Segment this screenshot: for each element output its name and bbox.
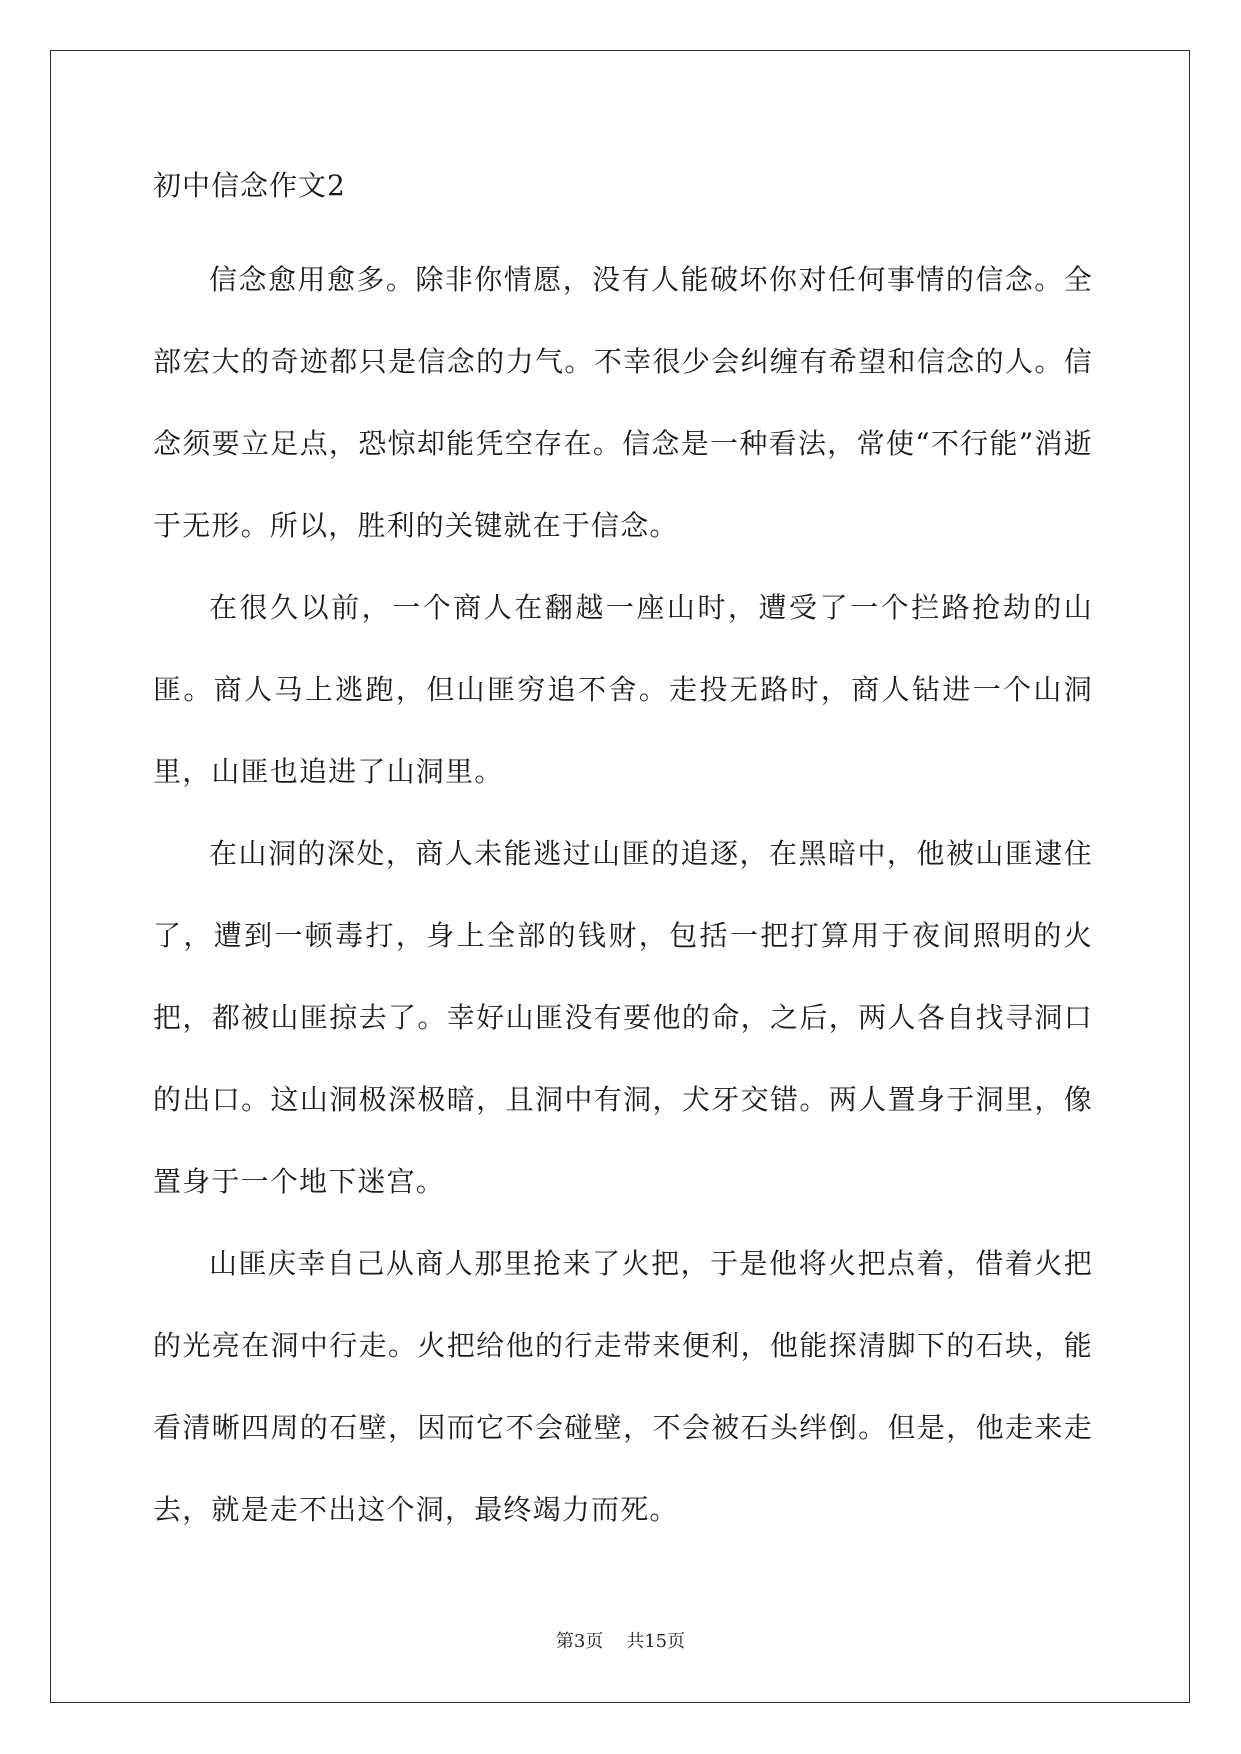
page-footer (0, 1630, 1241, 1654)
paragraph-1: 信念愈用愈多。除非你情愿，没有人能破坏你对任何事情的信念。全部宏大的奇迹都只是信念的力气。不幸很少会纠缠有希望和信念的人。信念须要立足点，恐惊却能凭空存在。信念是一种看法，常使“不行能”消逝于无形。所以，胜利的关键就在于信念。 (153, 263, 1093, 542)
document-body (153, 166, 1093, 1551)
paragraph-4: 山匪庆幸自己从商人那里抢来了火把，于是他将火把点着，借着火把的光亮在洞中行走。火把给他的行走带来便利，他能探清脚下的石块，能看清晰四周的石壁，因而它不会碰壁，不会被石头绊倒。但是，他走来走去，就是走不出这个洞，最终竭力而死。 (153, 1247, 1093, 1526)
page-total: 共15页 (626, 1631, 686, 1652)
paragraph-2: 在很久以前，一个商人在翻越一座山时，遭受了一个拦路抢劫的山匪。商人马上逃跑，但山匪穷追不舍。走投无路时，商人钻进一个山洞里，山匪也追进了山洞里。 (153, 591, 1093, 788)
document-title: 初中信念作文2 (153, 169, 346, 202)
paragraph-3: 在山洞的深处，商人未能逃过山匪的追逐，在黑暗中，他被山匪逮住了，遭到一顿毒打，身上全部的钱财，包括一把打算用于夜间照明的火把，都被山匪掠去了。幸好山匪没有要他的命，之后，两人各自找寻洞口的出口。这山洞极深极暗，且洞中有洞，犬牙交错。两人置身于洞里，像置身于一个地下迷宫。 (153, 837, 1093, 1198)
page-number: 第3页 (555, 1631, 604, 1652)
